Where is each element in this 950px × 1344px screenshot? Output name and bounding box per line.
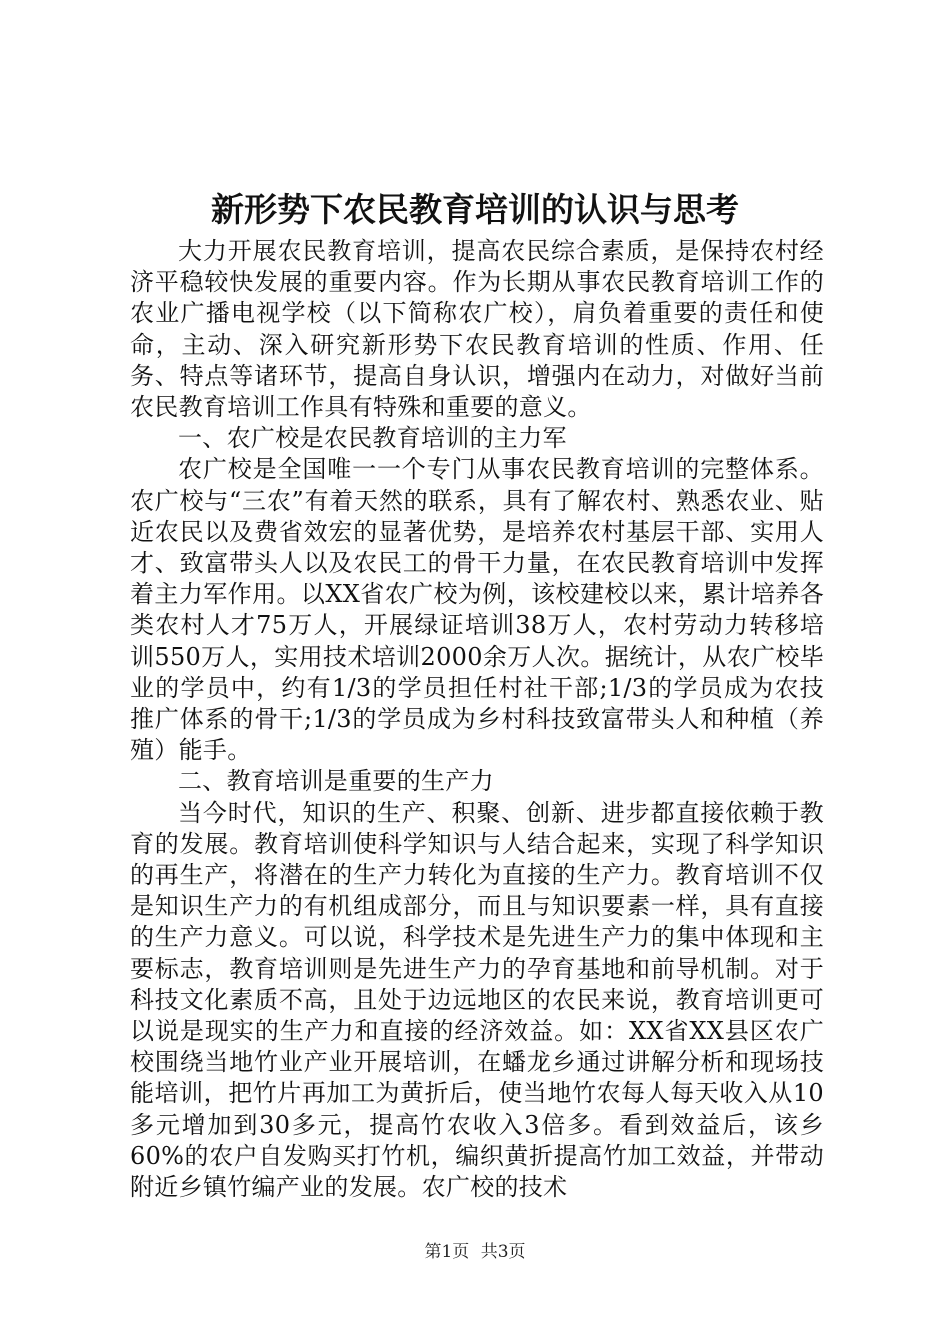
page-number: 第1页: [424, 1242, 470, 1262]
document-body: [130, 236, 824, 1203]
document-title: 新形势下农民教育培训的认识与思考: [211, 190, 739, 229]
paragraph-intro: 大力开展农民教育培训，提高农民综合素质，是保持农村经济平稳较快发展的重要内容。作为长期从事农民教育培训工作的农业广播电视学校（以下简称农广校），肩负着重要的责任和使命，主动、深入研究新形势下农民教育培训的性质、作用、任务、特点等诸环节，提高自身认识，增强内在动力，对做好当前农民教育培训工作具有特殊和重要的意义。: [130, 237, 824, 422]
paragraph-section-2: 当今时代，知识的生产、积聚、创新、进步都直接依赖于教育的发展。教育培训使科学知识与人结合起来，实现了科学知识的再生产，将潜在的生产力转化为直接的生产力。教育培训不仅是知识生产力的有机组成部分，而且与知识要素一样，具有直接的生产力意义。可以说，科学技术是先进生产力的集中体现和主要标志，教育培训则是先进生产力的孕育基地和前导机制。对于科技文化素质不高，且处于边远地区的农民来说，教育培训更可以说是现实的生产力和直接的经济效益。如：XX省XX县区农广校围绕当地竹业产业开展培训，在蟠龙乡通过讲解分析和现场技能培训，把竹片再加工为黄折后，使当地竹农每人每天收入从10多元增加到30多元，提高竹农收入3倍多。看到效益后，该乡60%的农户自发购买打竹机，编织黄折提高竹加工效益，并带动附近乡镇竹编产业的发展。农广校的技术: [130, 798, 824, 1202]
section-heading-1: 一、农广校是农民教育培训的主力军: [178, 424, 567, 453]
section-heading-2: 二、教育培训是重要的生产力: [178, 767, 494, 796]
page-footer: [0, 1240, 950, 1264]
page-total: 共3页: [480, 1242, 526, 1262]
paragraph-section-1: 农广校是全国唯一一个专门从事农民教育培训的完整体系。农广校与“三农”有着天然的联系，具有了解农村、熟悉农业、贴近农民以及费省效宏的显著优势，是培养农村基层干部、实用人才、致富带头人以及农民工的骨干力量，在农民教育培训中发挥着主力军作用。以XX省农广校为例，该校建校以来，累计培养各类农村人才75万人，开展绿证培训38万人，农村劳动力转移培训550万人，实用技术培训2000余万人次。据统计，从农广校毕业的学员中，约有1/3的学员担任村社干部;1/3的学员成为农技推广体系的骨干;1/3的学员成为乡村科技致富带头人和种植（养殖）能手。: [130, 455, 824, 765]
